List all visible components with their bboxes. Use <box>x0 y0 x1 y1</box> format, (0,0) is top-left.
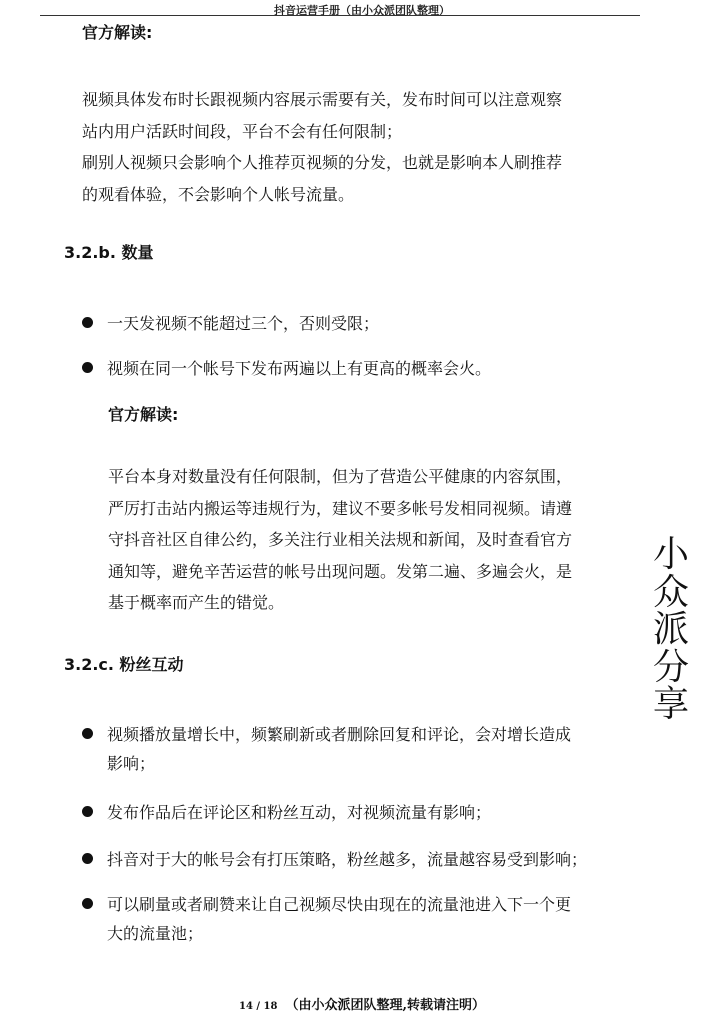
list-item-text: 一天发视频不能超过三个，否则受限； <box>107 314 380 333</box>
vertical-watermark <box>648 536 694 724</box>
list-item-text: 发布作品后在评论区和粉丝互动，对视频流量有影响； <box>107 803 492 822</box>
official-interpretation-heading: 官方解读: <box>82 23 153 42</box>
header-divider <box>40 15 640 16</box>
official-interpretation-paragraph <box>108 461 572 619</box>
bullet-icon <box>82 853 93 864</box>
bullet-icon <box>82 317 93 328</box>
watermark-char: 派 <box>652 609 689 650</box>
section-heading-fan-interaction: 3.2.c. 粉丝互动 <box>64 655 184 674</box>
list-item-text: 视频播放量增长中，频繁刷新或者删除回复和评论，会对增长造成 <box>107 725 572 744</box>
paragraph-line: 站内用户活跃时间段，平台不会有任何限制； <box>82 121 403 141</box>
paragraph-line: 严厉打击站内搬运等违规行为，建议不要多帐号发相同视频。请遵 <box>108 498 573 518</box>
list-item-text: 视频在同一个帐号下发布两遍以上有更高的概率会火。 <box>107 359 492 378</box>
section-heading-quantity: 3.2.b. 数量 <box>64 243 154 262</box>
list-item-text: 影响； <box>107 754 156 773</box>
watermark-char: 分 <box>652 646 689 688</box>
watermark-char: 享 <box>652 684 689 725</box>
paragraph-line: 视频具体发布时长跟视频内容展示需要有关，发布时间可以注意观察 <box>82 90 563 109</box>
paragraph-line: 刷别人视频只会影响个人推荐页视频的分发，也就是影响本人刷推荐 <box>82 153 563 172</box>
paragraph-line: 的观看体验，不会影响个人帐号流量。 <box>82 184 355 204</box>
bullet-icon <box>82 806 93 817</box>
list-item-text: 可以刷量或者刷赞来让自己视频尽快由现在的流量池进入下一个更 <box>107 895 572 914</box>
paragraph-line: 平台本身对数量没有任何限制，但为了营造公平健康的内容氛围， <box>108 467 573 486</box>
page-number: 14 / 18 <box>239 1001 278 1012</box>
list-item-text: 抖音对于大的帐号会有打压策略，粉丝越多，流量越容易受到影响； <box>107 850 588 869</box>
paragraph-line: 基于概率而产生的错觉。 <box>108 593 285 612</box>
footer-note: （由小众派团队整理,转载请注明） <box>285 998 485 1013</box>
bullet-icon <box>82 728 93 739</box>
paragraph-line: 守抖音社区自律公约，多关注行业相关法规和新闻，及时查看官方 <box>108 530 573 549</box>
page-footer <box>0 994 724 1013</box>
running-header: 抖音运营手册（由小众派团队整理） <box>274 4 450 17</box>
list-item-text: 大的流量池； <box>107 924 204 943</box>
watermark-char: 众 <box>652 571 689 613</box>
bullet-icon <box>82 362 93 373</box>
official-interpretation-heading: 官方解读: <box>108 405 179 424</box>
bullet-icon <box>82 898 93 909</box>
watermark-char: 小 <box>652 534 689 575</box>
paragraph-line: 通知等，避免辛苦运营的帐号出现问题。发第二遍、多遍会火，是 <box>108 561 573 581</box>
official-interpretation-paragraph <box>82 84 562 210</box>
